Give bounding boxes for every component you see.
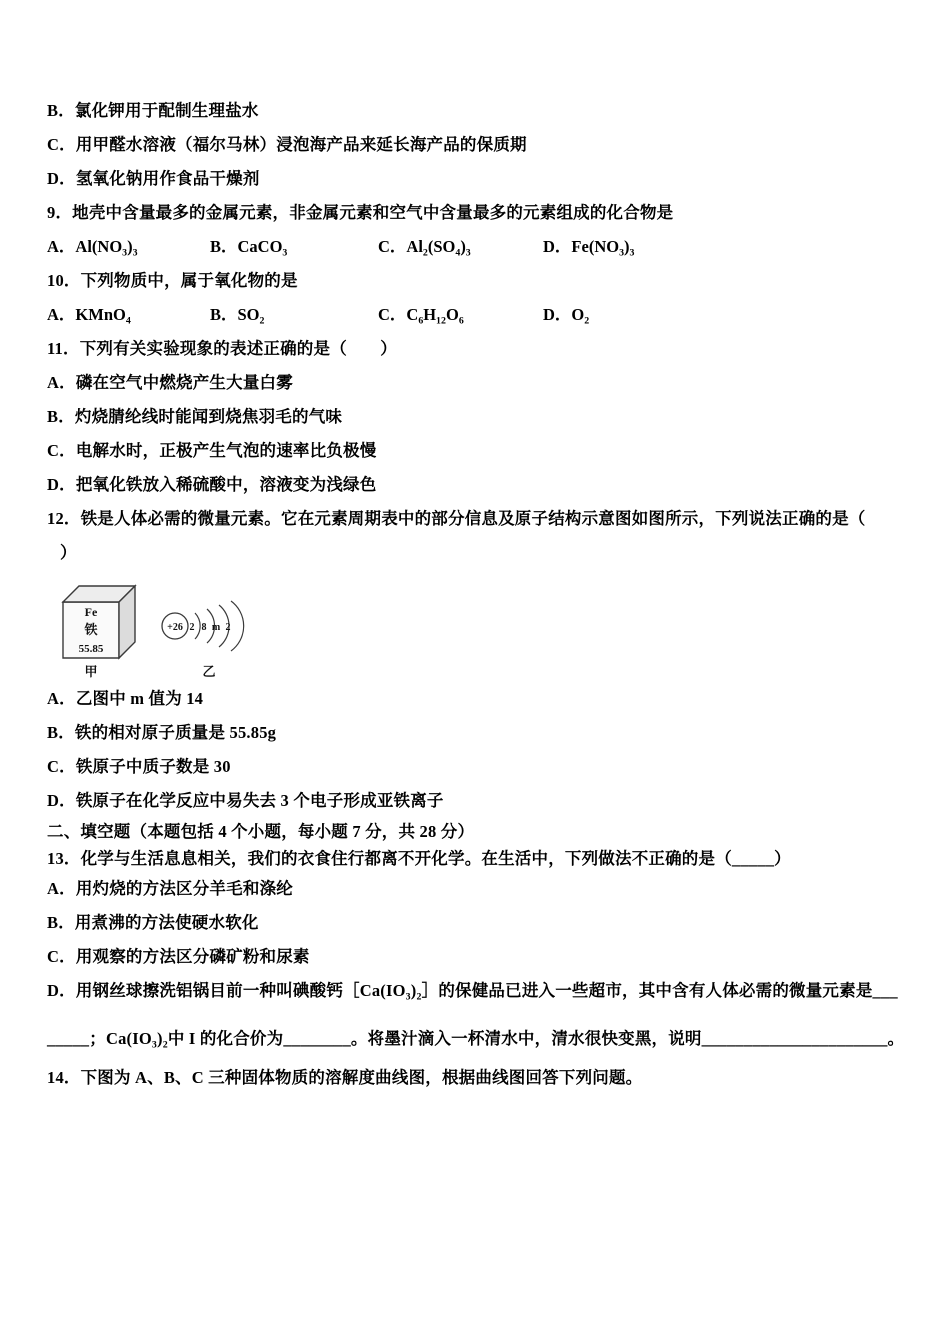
- element-symbol: Fe: [84, 605, 98, 619]
- q9-stem: 9．地壳中含量最多的金属元素，非金属元素和空气中含量最多的元素组成的化合物是: [47, 203, 674, 222]
- q8-option-b: B．氯化钾用于配制生理盐水: [47, 101, 259, 120]
- q10-option-c: C．C₆H₁₂O₆: [378, 305, 464, 324]
- shell-electrons-3: m: [211, 622, 221, 633]
- q10-option-a: A．KMnO₄: [47, 305, 131, 324]
- q8-option-d: D．氢氧化钠用作食品干燥剂: [47, 169, 260, 188]
- electron-shell-arc-4: [231, 601, 244, 651]
- shell-electrons-2: 8: [201, 622, 207, 633]
- q9-options-row: [47, 230, 905, 264]
- q13-option-a: A．用灼烧的方法区分羊毛和涤纶: [47, 879, 293, 898]
- q13-option-c: C．用观察的方法区分磷矿粉和尿素: [47, 947, 310, 966]
- q11-option-b: B．灼烧腈纶线时能闻到烧焦羽毛的气味: [47, 407, 343, 426]
- q12-figure: [47, 570, 905, 682]
- element-atomic-mass: 55.85: [78, 643, 104, 655]
- electron-shell-arc-1: [195, 613, 200, 639]
- q12-option-d: D．铁原子在化学反应中易失去 3 个电子形成亚铁离子: [47, 791, 444, 810]
- q11-option-a: A．磷在空气中燃烧产生大量白雾: [47, 373, 293, 392]
- q9-option-a: A．Al(NO₃)₃: [47, 237, 138, 256]
- q10-options-row: [47, 298, 905, 332]
- q10-option-b: B．SO₂: [210, 305, 265, 324]
- q10-stem: 10．下列物质中，属于氧化物的是: [47, 271, 298, 290]
- section2-heading: 二、填空题（本题包括 4 个小题，每小题 7 分，共 28 分）: [47, 822, 475, 841]
- element-cell-and-atom-diagram: [49, 576, 289, 682]
- element-name: 铁: [84, 622, 98, 637]
- q13-option-d: D．用钢丝球擦洗铝锅目前一种叫碘酸钙［Ca(IO₃)₂］的保健品已进入一些超市，其中含有人体必需的微量元素是___: [47, 981, 898, 1000]
- q11-stem: 11．下列有关实验现象的表述正确的是（ ）: [47, 339, 397, 358]
- q9-option-d: D．Fe(NO₃)₃: [543, 237, 635, 256]
- q12-option-a: A．乙图中 m 值为 14: [47, 689, 204, 708]
- figure-label-yi: 乙: [202, 664, 216, 679]
- q10-option-d: D．O₂: [543, 305, 590, 324]
- q11-option-d: D．把氧化铁放入稀硫酸中，溶液变为浅绿色: [47, 475, 377, 494]
- q9-option-c: C．Al₂(SO₄)₃: [378, 237, 471, 256]
- shell-electrons-1: 2: [189, 622, 195, 633]
- q12-stem-close: ）: [60, 543, 77, 562]
- nucleus-charge: +26: [167, 622, 183, 633]
- q9-option-b: B．CaCO₃: [210, 237, 288, 256]
- q13-option-d-continuation: _____；Ca(IO₃)₂中 I 的化合价为________。将墨汁滴入一杯清水中，清水很快变黑，说明______________________。: [47, 1029, 905, 1048]
- q14-stem: 14．下图为 A、B、C 三种固体物质的溶解度曲线图，根据曲线图回答下列问题。: [47, 1068, 643, 1087]
- figure-label-jia: 甲: [84, 664, 98, 679]
- q12-stem: 12．铁是人体必需的微量元素。它在元素周期表中的部分信息及原子结构示意图如图所示，下列说法正确的是（: [47, 509, 866, 528]
- atomic-structure-diagram: [162, 601, 244, 679]
- q11-option-c: C．电解水时，正极产生气泡的速率比负极慢: [47, 441, 377, 460]
- q13-option-b: B．用煮沸的方法使硬水软化: [47, 913, 259, 932]
- q13-stem: 13．化学与生活息息相关，我们的衣食住行都离不开化学。在生活中，下列做法不正确的是（_____）: [47, 849, 791, 868]
- q8-option-c: C．用甲醛水溶液（福尔马林）浸泡海产品来延长海产品的保质期: [47, 135, 527, 154]
- q12-option-c: C．铁原子中质子数是 30: [47, 757, 231, 776]
- q12-option-b: B．铁的相对原子质量是 55.85g: [47, 723, 277, 742]
- periodic-cell-cube: [63, 586, 135, 679]
- shell-electrons-4: 2: [225, 622, 231, 633]
